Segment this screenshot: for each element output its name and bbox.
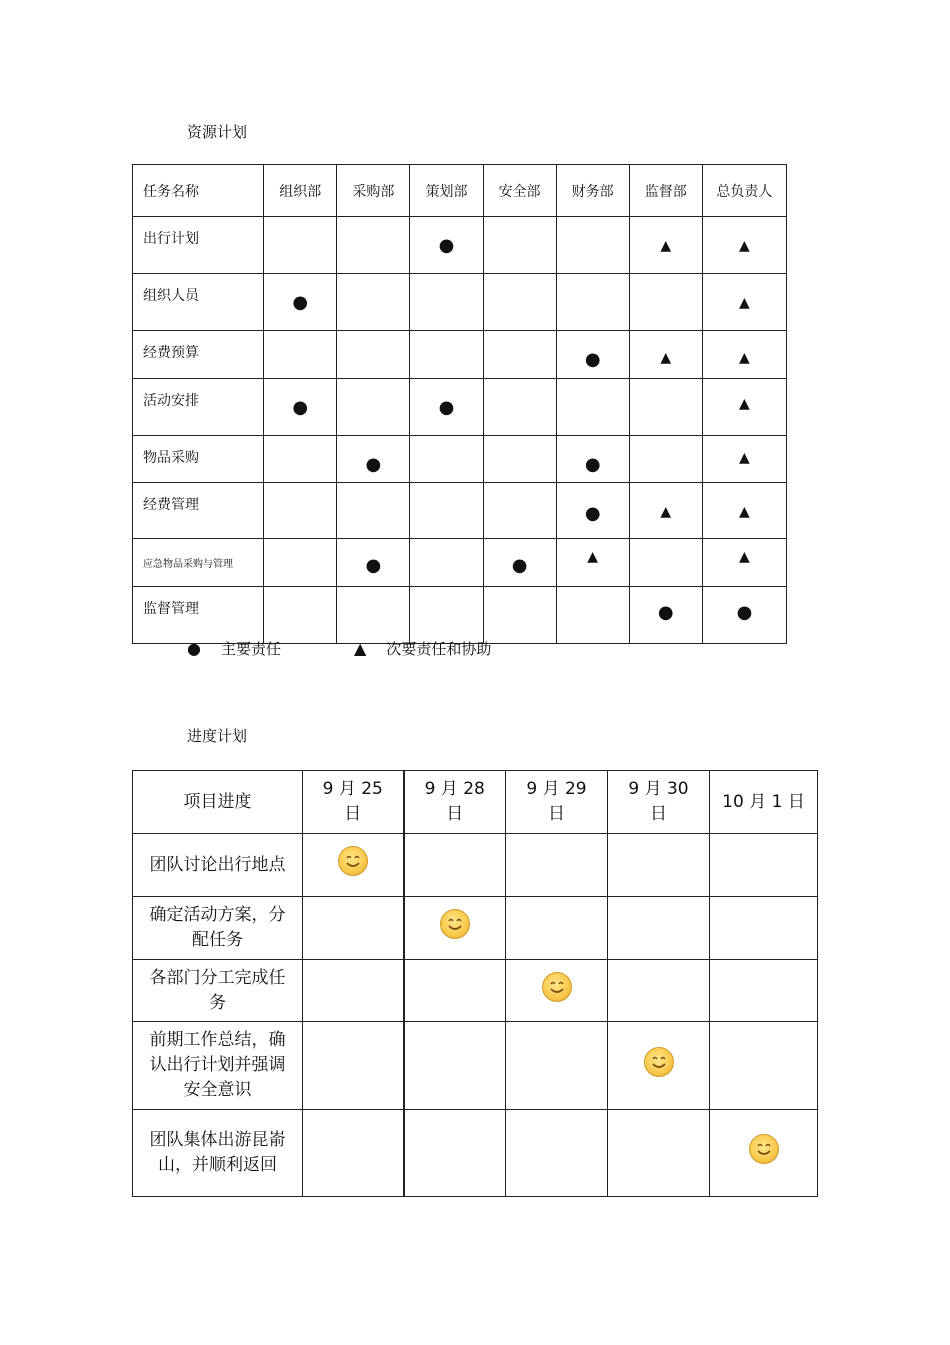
responsibility-cell (483, 483, 556, 539)
responsibility-cell (629, 331, 702, 379)
resource-row (133, 539, 787, 587)
responsibility-cell (629, 274, 702, 331)
date-cell (506, 960, 608, 1022)
responsibility-cell (264, 379, 337, 436)
responsibility-cell (629, 539, 702, 587)
date-cell (404, 834, 506, 897)
header-cell: 采购部 (337, 165, 410, 217)
smiley-face-icon (440, 909, 470, 939)
responsibility-cell (410, 331, 483, 379)
dot-icon: ● (292, 292, 309, 313)
progress-row (133, 897, 818, 960)
responsibility-cell (483, 379, 556, 436)
date-cell (506, 1110, 608, 1197)
resource-row (133, 587, 787, 644)
responsibility-cell (483, 274, 556, 331)
date-cell (303, 960, 404, 1022)
dot-icon: ● (584, 454, 601, 475)
resource-plan-title: 资源计划 (187, 123, 248, 141)
responsibility-cell (264, 587, 337, 644)
date-header-cell: 9 月 28 日 (404, 771, 506, 834)
triangle-icon: ▲ (739, 396, 750, 412)
triangle-icon: ▲ (739, 238, 750, 254)
responsibility-cell (629, 379, 702, 436)
date-cell (710, 897, 818, 960)
resource-row (133, 379, 787, 436)
responsibility-cell (410, 436, 483, 483)
responsibility-cell (629, 436, 702, 483)
responsibility-cell (264, 217, 337, 274)
header-cell: 组织部 (264, 165, 337, 217)
responsibility-cell (702, 587, 786, 644)
header-cell: 安全部 (483, 165, 556, 217)
responsibility-cell (337, 483, 410, 539)
date-cell (404, 1110, 506, 1197)
responsibility-cell (702, 274, 786, 331)
smiley-face-icon (749, 1134, 779, 1164)
responsibility-cell (410, 483, 483, 539)
smiley-face-icon (542, 972, 572, 1002)
triangle-icon: ▲ (739, 350, 750, 366)
date-cell (404, 1022, 506, 1110)
date-cell (608, 1110, 710, 1197)
progress-row (133, 960, 818, 1022)
triangle-icon: ▲ (587, 549, 599, 565)
responsibility-cell (629, 217, 702, 274)
dot-icon: ● (736, 602, 753, 623)
responsibility-cell (337, 539, 410, 587)
legend-primary (187, 638, 281, 659)
triangle-icon: ▲ (739, 295, 750, 311)
header-cell: 财务部 (556, 165, 629, 217)
date-cell (303, 1022, 404, 1110)
date-cell (710, 834, 818, 897)
date-cell (710, 1110, 818, 1197)
date-cell (608, 897, 710, 960)
progress-item-cell: 团队集体出游昆嵛山，并顺利返回 (133, 1110, 303, 1197)
date-header-cell: 9 月 29 日 (506, 771, 608, 834)
responsibility-cell (556, 274, 629, 331)
date-cell (303, 834, 404, 897)
dot-icon: ● (187, 639, 201, 658)
triangle-icon: ▲ (660, 238, 672, 254)
progress-row (133, 1022, 818, 1110)
responsibility-cell (337, 587, 410, 644)
dot-icon: ● (438, 397, 455, 418)
responsibility-cell (556, 379, 629, 436)
responsibility-cell (556, 217, 629, 274)
task-name-cell: 监督管理 (133, 587, 264, 644)
date-cell (506, 897, 608, 960)
responsibility-cell (556, 331, 629, 379)
responsibility-cell (337, 379, 410, 436)
triangle-icon: ▲ (354, 639, 367, 658)
responsibility-cell (483, 539, 556, 587)
smiley-face-icon (644, 1047, 674, 1077)
triangle-icon: ▲ (660, 350, 672, 366)
date-cell (404, 960, 506, 1022)
date-cell (608, 834, 710, 897)
triangle-icon: ▲ (739, 549, 750, 565)
date-header-cell: 9 月 25 日 (303, 771, 404, 834)
date-cell (710, 1022, 818, 1110)
responsibility-cell (337, 331, 410, 379)
responsibility-cell (337, 436, 410, 483)
task-name-cell: 活动安排 (133, 379, 264, 436)
legend-label: 次要责任和协助 (386, 640, 492, 658)
responsibility-cell (264, 274, 337, 331)
progress-plan-table (132, 770, 818, 1197)
dot-icon: ● (438, 235, 455, 256)
triangle-icon: ▲ (660, 504, 672, 520)
resource-row (133, 483, 787, 539)
progress-item-cell: 各部门分工完成任务 (133, 960, 303, 1022)
responsibility-cell (629, 483, 702, 539)
responsibility-cell (556, 436, 629, 483)
responsibility-cell (410, 217, 483, 274)
header-cell: 项目进度 (133, 771, 303, 834)
date-cell (506, 834, 608, 897)
responsibility-cell (264, 539, 337, 587)
resource-row (133, 274, 787, 331)
responsibility-cell (702, 217, 786, 274)
responsibility-cell (702, 331, 786, 379)
task-name-cell: 经费管理 (133, 483, 264, 539)
resource-plan-table (132, 164, 787, 644)
progress-plan-title: 进度计划 (187, 727, 248, 745)
progress-header-row (133, 771, 818, 834)
progress-item-cell: 前期工作总结，确认出行计划并强调安全意识 (133, 1022, 303, 1110)
date-cell (404, 897, 506, 960)
legend-secondary (354, 638, 491, 659)
resource-row (133, 331, 787, 379)
date-cell (608, 960, 710, 1022)
responsibility-cell (483, 587, 556, 644)
responsibility-cell (483, 217, 556, 274)
smiley-face-icon (338, 846, 368, 876)
responsibility-cell (337, 274, 410, 331)
date-cell (303, 897, 404, 960)
header-cell: 总负责人 (702, 165, 786, 217)
responsibility-cell (410, 539, 483, 587)
legend-label: 主要责任 (220, 640, 281, 658)
progress-row (133, 834, 818, 897)
dot-icon: ● (365, 454, 382, 475)
progress-row (133, 1110, 818, 1197)
responsibility-cell (410, 379, 483, 436)
responsibility-cell (264, 436, 337, 483)
triangle-icon: ▲ (739, 450, 750, 466)
responsibility-cell (702, 379, 786, 436)
task-name-cell: 物品采购 (133, 436, 264, 483)
responsibility-cell (556, 539, 629, 587)
date-header-cell: 10 月 1 日 (710, 771, 818, 834)
responsibility-cell (483, 331, 556, 379)
responsibility-cell (337, 217, 410, 274)
responsibility-cell (702, 483, 786, 539)
dot-icon: ● (584, 349, 601, 370)
responsibility-cell (264, 331, 337, 379)
responsibility-cell (629, 587, 702, 644)
date-header-cell: 9 月 30 日 (608, 771, 710, 834)
dot-icon: ● (292, 397, 309, 418)
responsibility-cell (702, 436, 786, 483)
date-cell (506, 1022, 608, 1110)
responsibility-cell (556, 587, 629, 644)
resource-row (133, 217, 787, 274)
dot-icon: ● (365, 555, 382, 576)
date-cell (710, 960, 818, 1022)
responsibility-cell (556, 483, 629, 539)
date-cell (303, 1110, 404, 1197)
triangle-icon: ▲ (739, 504, 750, 520)
header-cell: 任务名称 (133, 165, 264, 217)
responsibility-cell (264, 483, 337, 539)
responsibility-cell (702, 539, 786, 587)
task-name-cell: 出行计划 (133, 217, 264, 274)
task-name-cell: 经费预算 (133, 331, 264, 379)
header-cell: 策划部 (410, 165, 483, 217)
responsibility-cell (483, 436, 556, 483)
dot-icon: ● (657, 602, 674, 623)
resource-header-row (133, 165, 787, 217)
header-cell: 监督部 (629, 165, 702, 217)
dot-icon: ● (584, 503, 601, 524)
date-cell (608, 1022, 710, 1110)
progress-item-cell: 团队讨论出行地点 (133, 834, 303, 897)
task-name-cell: 组织人员 (133, 274, 264, 331)
responsibility-cell (410, 587, 483, 644)
dot-icon: ● (511, 555, 528, 576)
resource-row (133, 436, 787, 483)
responsibility-cell (410, 274, 483, 331)
progress-item-cell: 确定活动方案，分配任务 (133, 897, 303, 960)
task-name-cell: 应急物品采购与管理 (133, 539, 264, 587)
